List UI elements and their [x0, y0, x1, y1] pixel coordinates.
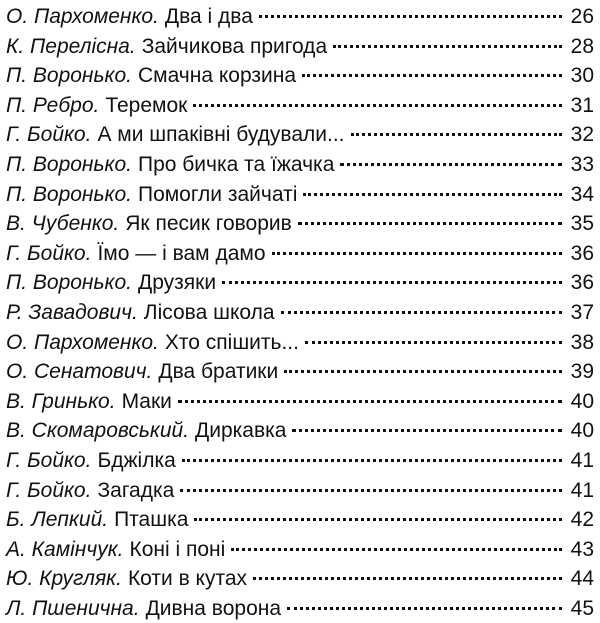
dot-leader: [292, 429, 562, 432]
dot-leader: [305, 341, 562, 344]
entry-title: Теремок: [105, 93, 188, 117]
entry-title: Зайчикова пригода: [141, 34, 328, 58]
entry-author: Г. Бойко.: [6, 123, 92, 147]
entry-page-number: 38: [570, 330, 594, 354]
entry-author: О. Пархоменко.: [6, 330, 159, 354]
entry-author: А. Камінчук.: [6, 537, 124, 561]
entry-page-number: 41: [570, 448, 594, 472]
entry-author: П. Ребро.: [6, 93, 100, 117]
entry-page-number: 30: [570, 64, 594, 88]
entry-title: Друзяки: [137, 271, 217, 295]
entry-page-number: 42: [570, 508, 594, 532]
toc-entry: [0, 61, 600, 91]
toc-entry: [0, 594, 600, 623]
entry-page-number: 34: [570, 182, 594, 206]
entry-page-number: 31: [570, 93, 594, 117]
dot-leader: [194, 518, 562, 521]
entry-page-number: 35: [570, 212, 594, 236]
entry-title: А ми шпаківні будували...: [97, 123, 345, 147]
dot-leader: [178, 400, 562, 403]
toc-entry: [0, 564, 600, 594]
toc-entry: [0, 298, 600, 328]
entry-title: Пташка: [114, 508, 189, 532]
toc-entry: [0, 120, 600, 150]
entry-title: Бджілка: [97, 448, 176, 472]
toc-entry: [0, 2, 600, 32]
toc-entry: [0, 416, 600, 446]
entry-page-number: 40: [570, 389, 594, 413]
entry-page-number: 32: [570, 123, 594, 147]
entry-author: Ю. Кругляк.: [6, 567, 122, 591]
entry-author: Г. Бойко.: [6, 448, 92, 472]
toc-entry: [0, 387, 600, 417]
entry-author: Л. Пшенична.: [6, 596, 140, 620]
entry-page-number: 43: [570, 537, 594, 561]
toc-entry: [0, 328, 600, 358]
entry-author: Г. Бойко.: [6, 478, 92, 502]
dot-leader: [281, 311, 562, 314]
dot-leader: [333, 45, 562, 48]
entry-title: Загадка: [97, 478, 175, 502]
entry-title: Два братики: [158, 360, 279, 384]
toc-entry: [0, 446, 600, 476]
dot-leader: [182, 459, 562, 462]
entry-title: Маки: [121, 389, 172, 413]
toc-entry: [0, 535, 600, 565]
entry-author: В. Скомаровський.: [6, 419, 190, 443]
entry-author: Г. Бойко.: [6, 241, 92, 265]
dot-leader: [287, 607, 562, 610]
entry-page-number: 36: [570, 271, 594, 295]
entry-author: Б. Лепкий.: [6, 508, 109, 532]
toc-entry: [0, 505, 600, 535]
dot-leader: [253, 577, 562, 580]
dot-leader: [351, 133, 562, 136]
entry-page-number: 37: [570, 300, 594, 324]
entry-page-number: 41: [570, 478, 594, 502]
toc-entry: [0, 357, 600, 387]
entry-author: В. Чубенко.: [6, 212, 120, 236]
entry-title: Хто спішить...: [164, 330, 299, 354]
entry-page-number: 44: [570, 567, 594, 591]
entry-title: Їмо — і вам дамо: [97, 241, 266, 265]
entry-page-number: 28: [570, 34, 594, 58]
entry-title: Дивна ворона: [145, 596, 282, 620]
dot-leader: [222, 281, 562, 284]
entry-page-number: 26: [570, 5, 594, 28]
entry-title: Коти в кутах: [127, 567, 248, 591]
entry-title: Два і два: [164, 5, 253, 28]
entry-title: Диркавка: [195, 419, 287, 443]
entry-page-number: 39: [570, 360, 594, 384]
dot-leader: [231, 548, 562, 551]
entry-page-number: 45: [570, 596, 594, 620]
entry-author: К. Перелісна.: [6, 34, 136, 58]
dot-leader: [298, 222, 562, 225]
entry-author: П. Воронько.: [6, 271, 132, 295]
entry-title: Як песик говорив: [125, 212, 292, 236]
entry-title: Смачна корзина: [137, 64, 297, 88]
toc-entry: [0, 91, 600, 121]
entry-author: П. Воронько.: [6, 64, 132, 88]
entry-page-number: 40: [570, 419, 594, 443]
dot-leader: [302, 74, 562, 77]
dot-leader: [272, 252, 563, 255]
entry-author: П. Воронько.: [6, 152, 132, 176]
dot-leader: [340, 163, 562, 166]
toc-entry: [0, 239, 600, 269]
toc-entry: [0, 150, 600, 180]
entry-title: Лісова школа: [143, 300, 275, 324]
dot-leader: [193, 104, 562, 107]
entry-author: В. Гринько.: [6, 389, 116, 413]
entry-author: О. Сенатович.: [6, 360, 153, 384]
entry-title: Коні і поні: [129, 537, 226, 561]
toc-entry: [0, 32, 600, 62]
toc-entry: [0, 268, 600, 298]
toc-entry: [0, 476, 600, 506]
dot-leader: [303, 193, 562, 196]
entry-author: О. Пархоменко.: [6, 5, 159, 28]
entry-title: Помогли зайчаті: [137, 182, 298, 206]
entry-page-number: 36: [570, 241, 594, 265]
dot-leader: [259, 15, 562, 18]
dot-leader: [180, 489, 562, 492]
dot-leader: [284, 370, 562, 373]
entry-author: Р. Завадович.: [6, 300, 138, 324]
entry-page-number: 33: [570, 152, 594, 176]
toc-entry: [0, 180, 600, 210]
entry-author: П. Воронько.: [6, 182, 132, 206]
toc-entry: [0, 209, 600, 239]
entry-title: Про бичка та їжачка: [137, 152, 335, 176]
